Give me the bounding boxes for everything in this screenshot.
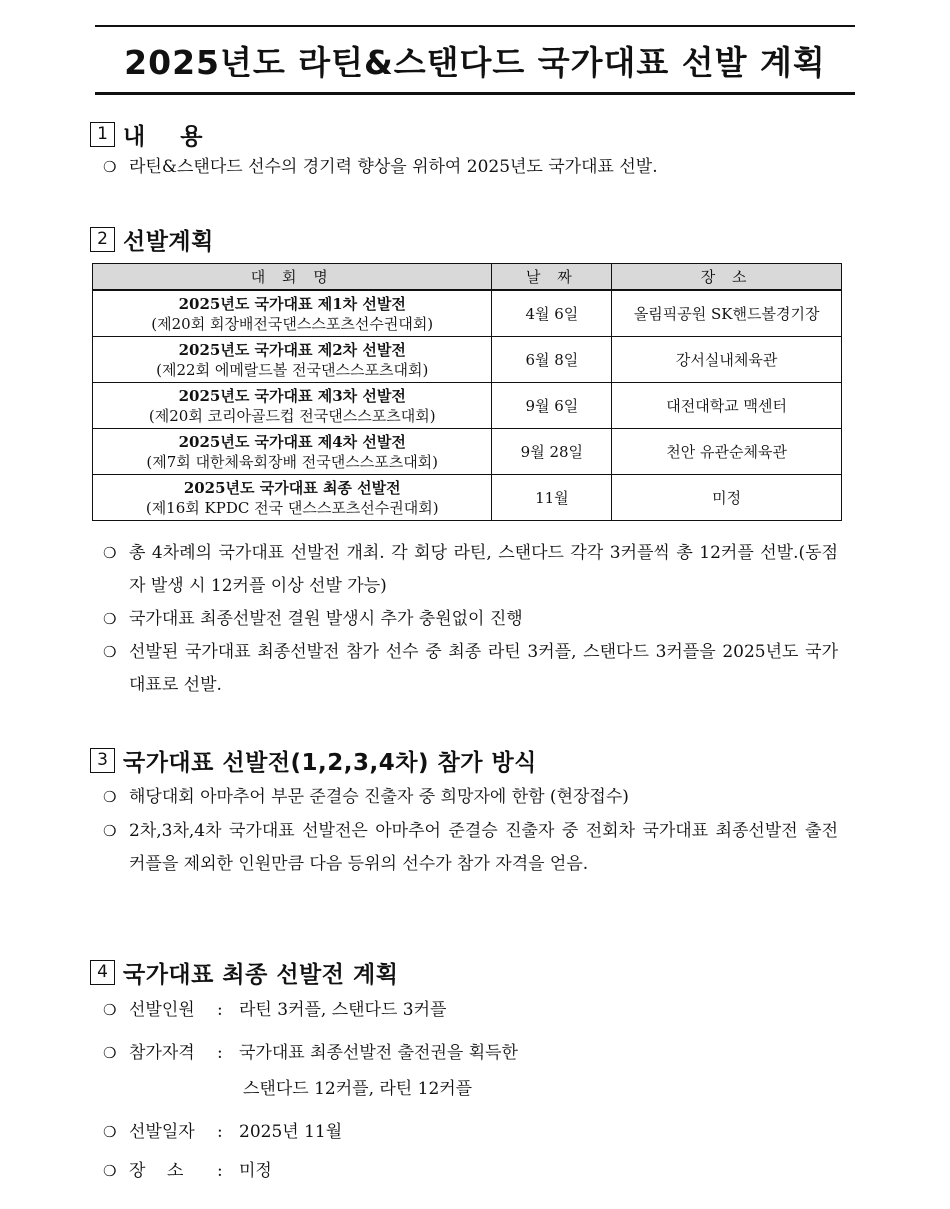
section-2-heading [90,223,214,256]
venue-cell: 대전대학교 맥센터 [612,383,842,429]
header-date: 날 짜 [492,264,612,291]
event-subtitle: (제22회 에메랄드볼 전국댄스스포츠대회) [156,360,429,379]
event-name: 2025년도 국가대표 최종 선발전 [183,478,401,497]
selection-count-row [103,995,446,1025]
bullet-text: 선발된 국가대표 최종선발전 참가 선수 중 최종 라틴 3커플, 스탠다드 3커플을 2025년도 국가대표로 선발. [129,642,838,695]
eligibility-row [103,1038,518,1068]
bullet-circle-icon: ❍ [103,788,117,806]
table-row [93,383,842,429]
title-bottom-rule [95,92,855,95]
bullet-text: 국가대표 최종선발전 결원 발생시 추가 충원없이 진행 [129,609,523,629]
venue-cell: 미정 [612,475,842,521]
date-cell: 9월 28일 [492,429,612,475]
bullet-text: 총 4차례의 국가대표 선발전 개최. 각 회당 라틴, 스탠다드 각각 3커플씩 총 12커플 선발.(동점자 발생 시 12커플 이상 선발 가능) [129,543,838,596]
section-number: 4 [90,960,115,985]
selection-schedule-table [92,263,842,521]
row-label: 장 소 [129,1161,184,1181]
row-colon: : [217,1043,223,1063]
eligibility-row-continued [243,1074,472,1104]
event-subtitle: (제20회 코리아골드컵 전국댄스스포츠대회) [148,406,436,425]
bullet-circle-icon: ❍ [103,544,117,562]
bullet-circle-icon: ❍ [103,1044,117,1062]
header-venue: 장 소 [612,264,842,291]
event-name: 2025년도 국가대표 제3차 선발전 [178,386,406,405]
section-1-heading [90,118,203,151]
bullet-circle-icon: ❍ [103,643,117,661]
venue-cell: 올림픽공원 SK핸드볼경기장 [612,290,842,337]
table-row [93,429,842,475]
document-title: 2025년도 라틴&스탠다드 국가대표 선발 계획 [124,43,826,82]
section-3-heading [90,744,537,777]
venue-row [103,1156,272,1186]
event-subtitle: (제16회 KPDC 전국 댄스스포츠선수권대회) [145,498,439,517]
section-title: 선발계획 [123,229,214,255]
date-cell: 6월 8일 [492,337,612,383]
section-1-bullet [103,151,838,184]
event-cell [93,337,492,383]
date-cell: 11월 [492,475,612,521]
header-event-name: 대 회 명 [93,264,492,291]
section-title: 국가대표 최종 선발전 계획 [123,962,399,988]
table-row [93,290,842,337]
selection-date-row [103,1117,342,1147]
event-cell [93,475,492,521]
title-block [95,25,855,95]
row-value: 2025년 11월 [239,1122,343,1142]
section-3-bullet [103,815,838,881]
bullet-text: 해당대회 아마추어 부문 준결승 진출자 중 희망자에 한함 (현장접수) [129,787,629,807]
row-value: 미정 [239,1161,272,1181]
row-value: 국가대표 최종선발전 출전권을 획득한 [239,1043,518,1063]
section-3-bullet [103,781,838,814]
event-name: 2025년도 국가대표 제2차 선발전 [178,340,406,359]
bullet-circle-icon: ❍ [103,610,117,628]
section-4-heading [90,956,398,989]
row-value-continued: 스탠다드 12커플, 라틴 12커플 [243,1079,473,1099]
event-cell [93,429,492,475]
row-value: 라틴 3커플, 스탠다드 3커플 [239,1000,447,1020]
event-name: 2025년도 국가대표 제4차 선발전 [178,432,406,451]
row-label: 선발일자 [129,1122,195,1142]
venue-cell: 천안 유관순체육관 [612,429,842,475]
date-cell: 9월 6일 [492,383,612,429]
event-cell [93,290,492,337]
bullet-circle-icon: ❍ [103,1123,117,1141]
event-subtitle: (제20회 회장배전국댄스스포츠선수권대회) [151,314,434,333]
section-title: 내 용 [123,124,203,150]
table-row [93,337,842,383]
bullet-text: 라틴&스탠다드 선수의 경기력 향상을 위하여 2025년도 국가대표 선발. [129,157,658,177]
bullet-circle-icon: ❍ [103,822,117,840]
row-colon: : [217,1122,223,1142]
event-subtitle: (제7회 대한체육회장배 전국댄스스포츠대회) [146,452,439,471]
row-label: 선발인원 [129,1000,195,1020]
row-colon: : [217,1161,223,1181]
event-name: 2025년도 국가대표 제1차 선발전 [178,294,406,313]
event-cell [93,383,492,429]
row-label: 참가자격 [129,1043,195,1063]
section-number: 1 [90,122,115,147]
table-header-row [93,264,842,291]
row-colon: : [217,1000,223,1020]
section-number: 2 [90,227,115,252]
bullet-text: 2차,3차,4차 국가대표 선발전은 아마추어 준결승 진출자 중 전회차 국가대표 최종선발전 출전 커플을 제외한 인원만큼 다음 등위의 선수가 참가 자격을 얻음. [129,821,838,874]
section-title: 국가대표 선발전(1,2,3,4차) 참가 방식 [123,750,537,776]
venue-cell: 강서실내체육관 [612,337,842,383]
bullet-circle-icon: ❍ [103,1001,117,1019]
section-2-bullet [103,603,838,636]
bullet-circle-icon: ❍ [103,158,117,176]
section-number: 3 [90,748,115,773]
table-row [93,475,842,521]
bullet-circle-icon: ❍ [103,1162,117,1180]
date-cell: 4월 6일 [492,290,612,337]
section-2-bullet [103,636,838,702]
section-2-bullet [103,537,838,603]
